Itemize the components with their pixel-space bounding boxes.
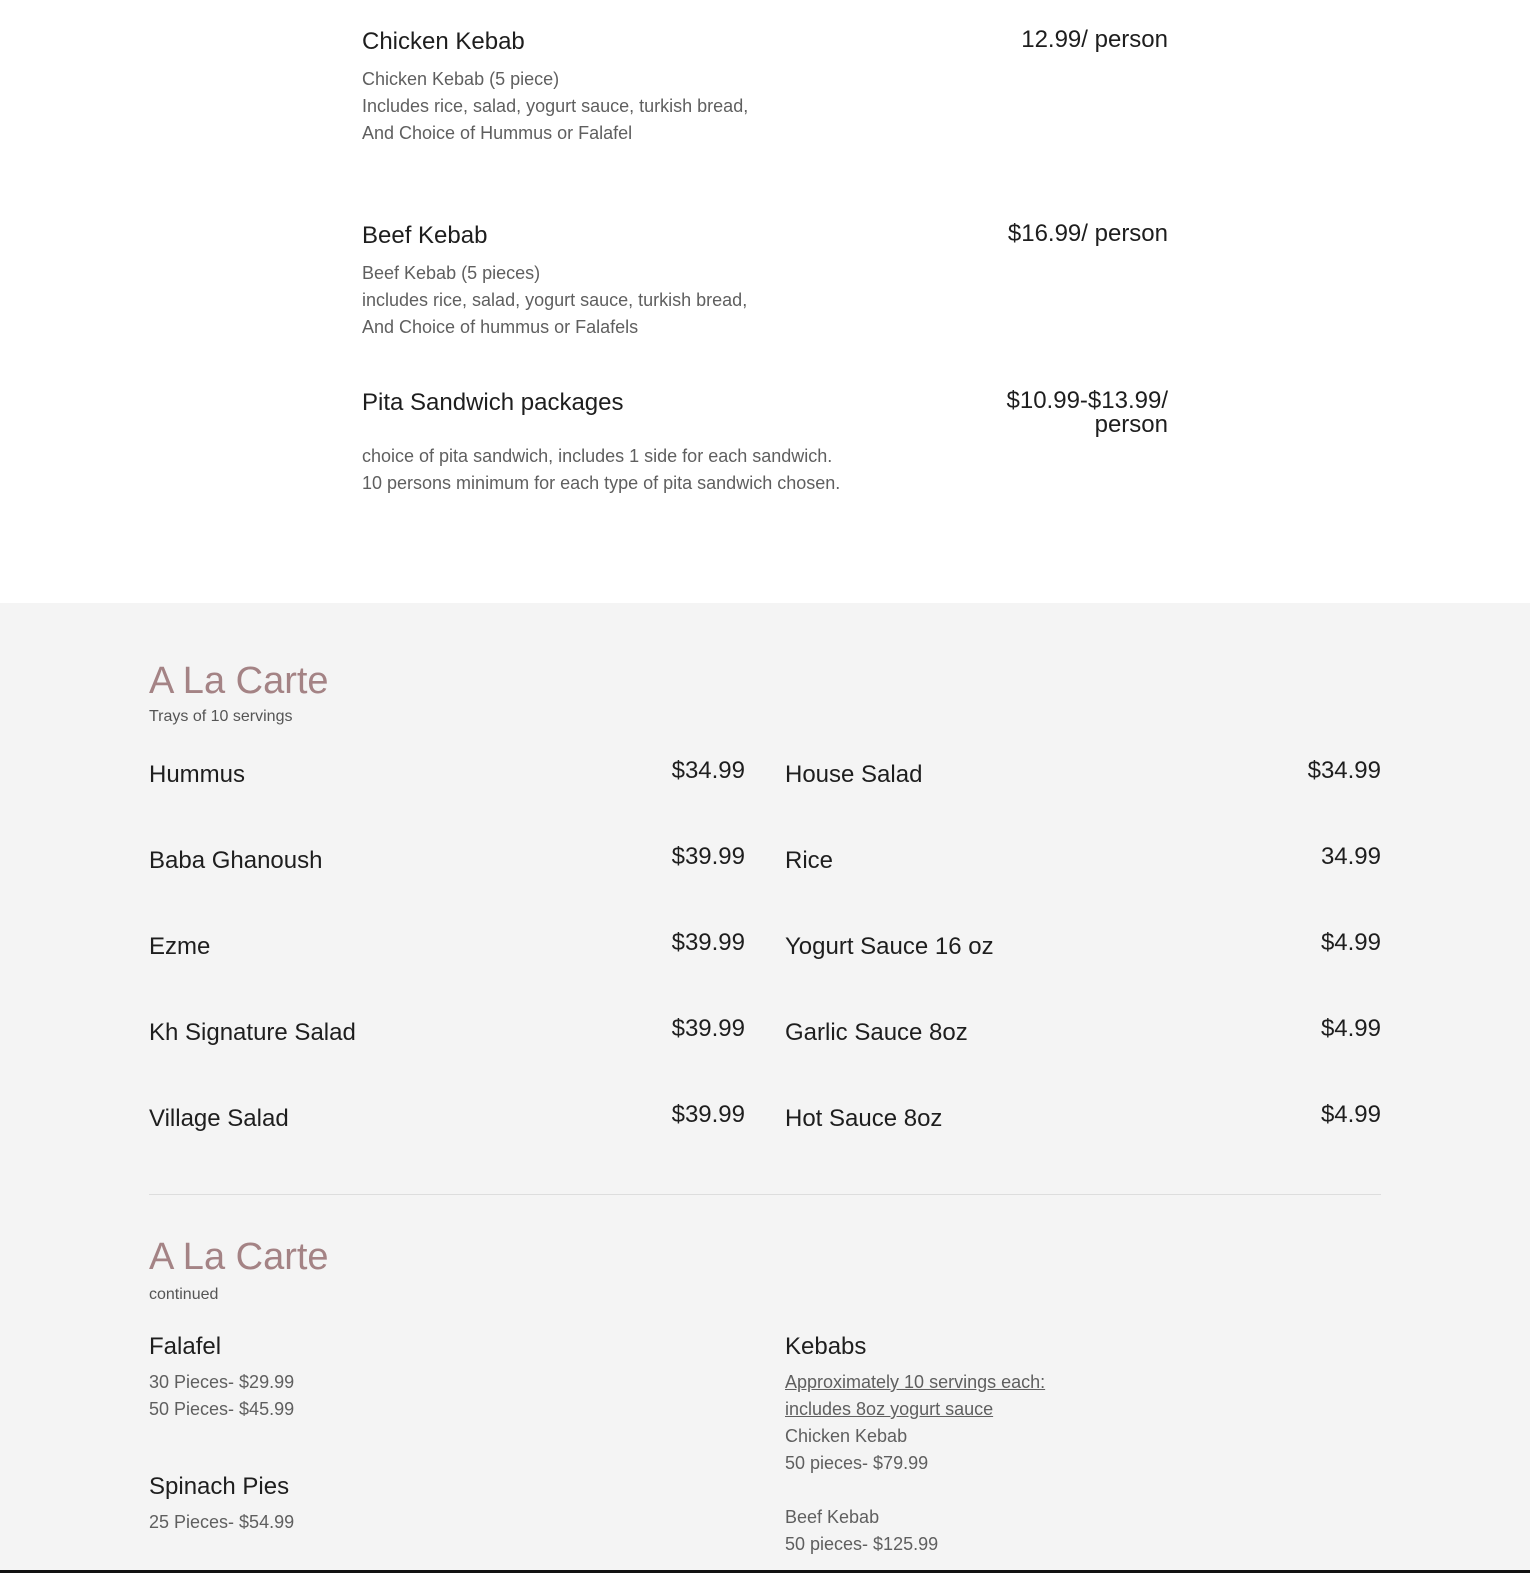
package-description: choice of pita sandwich, includes 1 side for each sandwich. 10 persons minimum for each type of pita sandwich chosen. bbox=[362, 446, 841, 493]
spinach-pies-title: Spinach Pies bbox=[149, 1473, 290, 1500]
spinach-pies-prices: 25 Pieces- $54.99 bbox=[149, 1512, 295, 1532]
menu-item bbox=[785, 929, 1381, 969]
menu-item-name: Rice bbox=[785, 847, 834, 874]
kebabs-note: includes 8oz yogurt sauce bbox=[785, 1399, 994, 1419]
package-title: Chicken Kebab bbox=[362, 28, 525, 55]
menu-item-price: $39.99 bbox=[671, 1015, 745, 1042]
menu-item bbox=[149, 757, 745, 797]
kebabs-note: Approximately 10 servings each: bbox=[785, 1372, 1046, 1392]
menu-item bbox=[785, 1101, 1381, 1141]
menu-item-price: $4.99 bbox=[1320, 929, 1381, 956]
package-title: Beef Kebab bbox=[362, 222, 488, 249]
menu-item bbox=[785, 1015, 1381, 1055]
menu-item-name: Garlic Sauce 8oz bbox=[785, 1019, 968, 1046]
menu-item-price: $4.99 bbox=[1320, 1101, 1381, 1128]
section-subtitle-continued: continued bbox=[149, 1286, 219, 1303]
package-price: $10.99-$13.99/ person bbox=[1006, 387, 1168, 438]
menu-item bbox=[785, 843, 1381, 883]
menu-item-price: $39.99 bbox=[671, 1101, 745, 1128]
menu-item-price: $4.99 bbox=[1320, 1015, 1381, 1042]
menu-item-name: Yogurt Sauce 16 oz bbox=[785, 933, 994, 960]
falafel-title: Falafel bbox=[149, 1333, 222, 1360]
menu-item bbox=[149, 1101, 745, 1141]
catering-packages-section bbox=[0, 0, 1530, 603]
menu-item-name: Baba Ghanoush bbox=[149, 847, 323, 874]
section-title: A La Carte bbox=[149, 660, 329, 702]
menu-item-name: House Salad bbox=[785, 761, 923, 788]
menu-item bbox=[149, 1015, 745, 1055]
menu-item bbox=[785, 757, 1381, 797]
a-la-carte-section bbox=[0, 603, 1530, 1570]
menu-item-price: 34.99 bbox=[1320, 843, 1381, 870]
menu-item bbox=[149, 843, 745, 883]
menu-item-price: $39.99 bbox=[671, 929, 745, 956]
menu-item-price: $34.99 bbox=[1307, 757, 1381, 784]
section-divider bbox=[149, 1194, 1381, 1195]
package-title: Pita Sandwich packages bbox=[362, 389, 624, 416]
kebabs-title: Kebabs bbox=[785, 1333, 867, 1360]
menu-item-price: $34.99 bbox=[671, 757, 745, 784]
package-description: Beef Kebab (5 pieces) includes rice, salad, yogurt sauce, turkish bread, And Choice of hummus or Falafels bbox=[362, 263, 748, 337]
package-description: Chicken Kebab (5 piece) Includes rice, salad, yogurt sauce, turkish bread, And Choice of Hummus or Falafel bbox=[362, 69, 749, 143]
menu-item bbox=[149, 929, 745, 969]
menu-item-name: Kh Signature Salad bbox=[149, 1019, 356, 1046]
package-pita-sandwich bbox=[362, 389, 1168, 499]
package-price: 12.99/ person bbox=[1021, 26, 1168, 53]
package-chicken-kebab bbox=[362, 28, 1168, 148]
kebabs-details: Approximately 10 servings each: includes 8oz yogurt sauce Chicken Kebab 50 pieces- $79.99 Beef Kebab 50 pieces- $125.99 bbox=[785, 1369, 1045, 1558]
package-price: $16.99/ person bbox=[1007, 220, 1168, 247]
menu-item-name: Hot Sauce 8oz bbox=[785, 1105, 943, 1132]
section-title-continued: A La Carte bbox=[149, 1236, 329, 1278]
section-subtitle: Trays of 10 servings bbox=[149, 708, 293, 725]
menu-item-name: Hummus bbox=[149, 761, 246, 788]
package-beef-kebab bbox=[362, 222, 1168, 342]
menu-item-name: Village Salad bbox=[149, 1105, 289, 1132]
menu-item-price: $39.99 bbox=[671, 843, 745, 870]
menu-item-name: Ezme bbox=[149, 933, 211, 960]
falafel-prices: 30 Pieces- $29.99 50 Pieces- $45.99 bbox=[149, 1372, 295, 1419]
